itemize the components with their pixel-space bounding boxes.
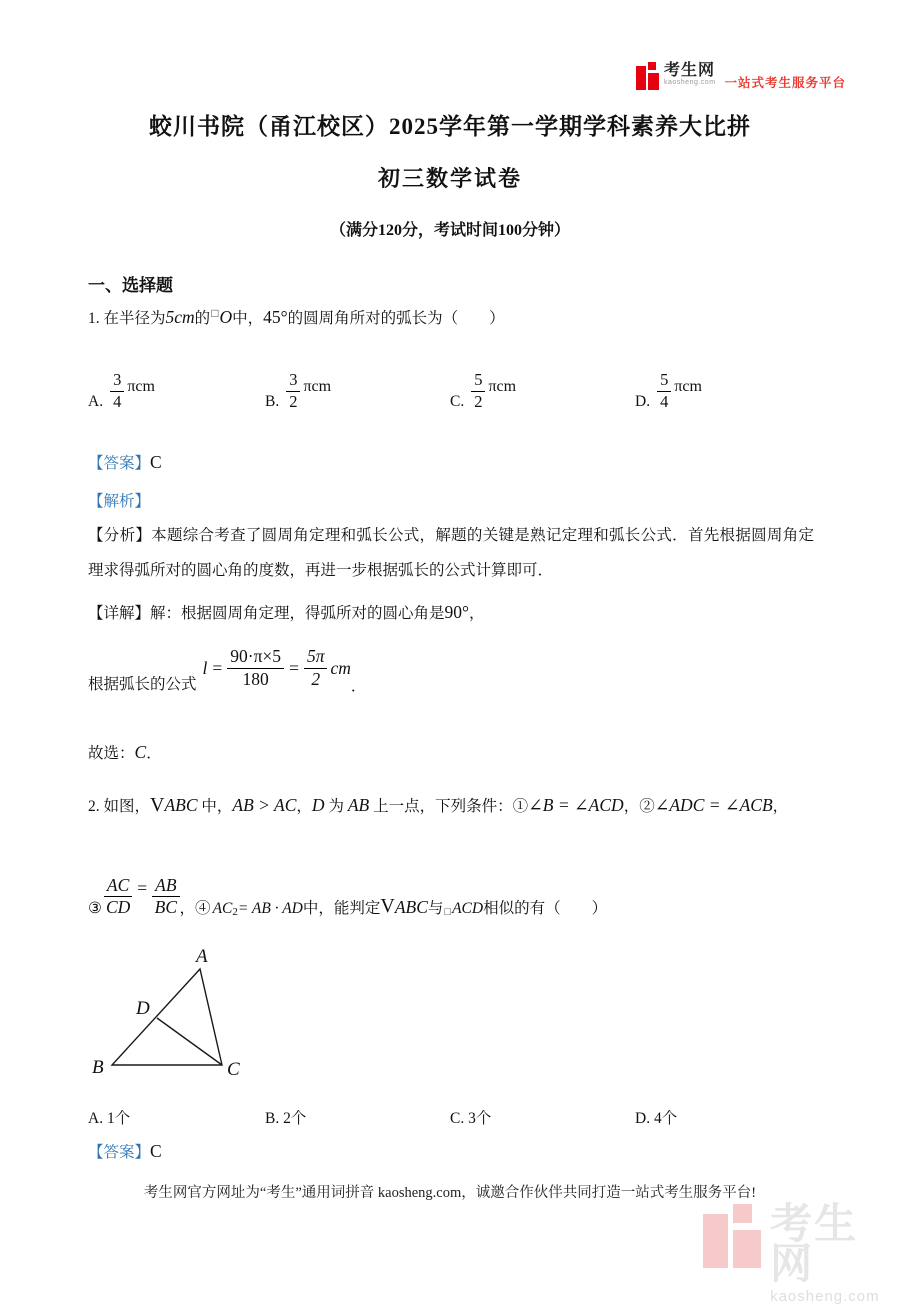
fraction-denominator: 4: [113, 391, 122, 411]
fraction-numerator: 90·π×5: [227, 647, 284, 669]
fraction-numerator: 3: [286, 371, 300, 391]
circle-symbol-box: □: [211, 306, 219, 320]
q1-circle-o: O: [219, 307, 233, 327]
formula-unit: cm: [330, 657, 351, 678]
question-2-stem: [88, 794, 788, 817]
analysis-tag: 【分析】: [88, 527, 152, 544]
formula-prefix: 根据弧长的公式: [88, 676, 197, 693]
q2-answer-line: [88, 1140, 162, 1162]
option-unit: πcm: [127, 378, 155, 395]
option-label: A.: [88, 393, 104, 410]
fraction-denominator: 4: [660, 391, 669, 411]
watermark-brand-domain: kaosheng.com: [770, 1288, 880, 1305]
footer-note: 考生网官方网址为“考生”通用词拼音 kaosheng.com，诚邀合作伙伴共同打造一站式考生服务平台!: [143, 1185, 757, 1201]
kaosheng-logo-icon: [636, 62, 659, 90]
q1-text: 的: [194, 310, 211, 327]
fraction-denominator: 2: [311, 668, 321, 689]
option-unit: πcm: [674, 378, 702, 395]
section-heading: 一、选择题: [88, 276, 173, 295]
q2-segment-ab: AB: [347, 795, 370, 815]
q1-text: 的圆周角所对的弧长为（ ）: [287, 310, 505, 327]
exam-title-line1: 蛟川书院（甬江校区）2025学年第一学期学科素养大比拼: [149, 114, 751, 139]
q2-condition-1: ∠B = ∠ACD: [528, 795, 624, 815]
q2-condition-2: ∠ADC = ∠ACB: [654, 795, 773, 815]
detail-tag: 【详解】: [88, 605, 151, 622]
q1-number: 1.: [88, 310, 100, 327]
option-text: 2个: [283, 1110, 307, 1127]
q2-inequality: AB > AC: [232, 795, 297, 815]
equals-sign: =: [212, 657, 223, 678]
fraction: [286, 371, 300, 411]
option-label: B.: [265, 393, 280, 410]
q1-angle: 45°: [263, 307, 288, 327]
q1-radius: 5cm: [165, 307, 195, 327]
q2-option-d: [635, 1106, 677, 1128]
q1-answer-line: [88, 451, 162, 473]
fraction-denominator: 180: [242, 668, 269, 689]
conclusion-text: 故选：: [88, 745, 135, 762]
q2-triangle-abc: ABC: [164, 795, 198, 815]
q2-answer-value: C: [150, 1141, 162, 1161]
triangle-abc-outline: [112, 969, 222, 1065]
fraction-numerator: AB: [152, 876, 179, 898]
vertex-label-d: D: [136, 998, 150, 1019]
kaosheng-watermark-icon: [703, 1204, 760, 1268]
detail-angle: 90°: [444, 602, 470, 622]
q2-text: 如图，: [99, 798, 151, 815]
q2-ac: AC: [212, 900, 233, 917]
q2-text: ，: [296, 798, 312, 815]
q2-option-a: [88, 1106, 130, 1128]
detail-text: 解：根据圆周角定理，得弧所对的圆心角是: [150, 605, 445, 622]
fraction: [104, 876, 132, 918]
fraction-numerator: 5: [657, 371, 671, 391]
q2-option-c: [450, 1106, 491, 1128]
equals-sign: =: [137, 877, 148, 898]
brand-tagline: 一站式考生服务平台: [724, 76, 847, 90]
exam-info: （满分120分，考试时间100分钟）: [329, 222, 570, 239]
fraction: [110, 371, 124, 411]
q2-text: 为: [324, 798, 348, 815]
triangle-symbol-box: □: [444, 906, 452, 918]
q1-option-d: [635, 363, 702, 411]
option-text: 1个: [106, 1110, 131, 1127]
detail-text: ，: [469, 605, 485, 622]
fraction-numerator: AC: [104, 876, 132, 898]
q2-text: ，④: [179, 900, 211, 917]
option-label: C.: [450, 393, 465, 410]
q2-text: 上一点，下列条件：①: [369, 798, 529, 815]
fraction-denominator: BC: [154, 897, 178, 918]
watermark-brand-name: 考生网: [770, 1200, 859, 1287]
q2-point-d: D: [311, 795, 325, 815]
brand-name: 考生网: [664, 62, 716, 79]
kaosheng-logo: [636, 62, 846, 91]
exam-title-line2: 初三数学试卷: [377, 166, 522, 191]
formula-lhs: l: [202, 657, 208, 678]
q2-condition-4: = AB · AD: [237, 900, 303, 917]
fraction-numerator: 5: [471, 371, 485, 391]
equals-sign: =: [289, 657, 299, 678]
exponent: 2: [232, 906, 238, 918]
question-2-stem-line2: [88, 858, 607, 918]
q1-answer-value: C: [150, 452, 162, 472]
answer-label: 【答案】: [88, 1144, 151, 1161]
q1-option-a: [88, 363, 155, 411]
fraction-denominator: 2: [474, 391, 483, 411]
triangle-symbol: V: [150, 794, 165, 816]
q2-triangle-figure: [90, 942, 260, 1087]
q1-text: 中，: [232, 310, 264, 327]
q1-detail-line: [88, 601, 485, 623]
fraction: [304, 647, 328, 689]
q2-triangle-abc: ABC: [394, 897, 428, 917]
option-label: D.: [635, 393, 651, 410]
q2-number: 2.: [88, 798, 100, 815]
conclusion-answer: C: [134, 742, 147, 762]
option-text: 3个: [468, 1110, 492, 1127]
option-label: A.: [88, 1110, 104, 1127]
option-label: C.: [450, 1110, 465, 1127]
fraction: [657, 371, 671, 411]
brand-domain: kaosheng.com: [664, 79, 716, 86]
q2-text: ，: [772, 798, 789, 815]
option-label: B.: [265, 1110, 280, 1127]
q2-text: 与: [427, 900, 444, 917]
q2-option-b: [265, 1106, 306, 1128]
q1-option-c: [450, 363, 516, 411]
q2-text: ，②: [623, 798, 655, 815]
fraction-denominator: CD: [105, 897, 131, 918]
q2-text: 相似的有（ ）: [483, 900, 608, 917]
watermark-text: [770, 1200, 900, 1305]
fraction-numerator: 3: [110, 371, 124, 391]
fraction-numerator: 5π: [304, 647, 328, 669]
option-unit: πcm: [488, 378, 517, 395]
q1-option-b: [265, 363, 331, 411]
q1-text: 在半径为: [99, 310, 166, 327]
vertex-label-a: A: [196, 946, 208, 967]
q1-analysis-label: 【解析】: [88, 493, 151, 510]
fraction: [227, 647, 284, 689]
period: ．: [350, 678, 367, 695]
fraction-denominator: 2: [289, 391, 298, 411]
question-1-stem: [88, 306, 505, 328]
triangle-symbol: V: [380, 895, 395, 917]
option-label: D.: [635, 1110, 651, 1127]
option-unit: πcm: [303, 378, 332, 395]
q1-analysis-paragraph: [88, 518, 814, 588]
answer-label: 【答案】: [88, 455, 151, 472]
fraction: [471, 371, 485, 411]
vertex-label-b: B: [92, 1057, 104, 1078]
q2-text: 中，: [197, 798, 233, 815]
circled-3: ③: [88, 900, 102, 917]
fraction: [152, 876, 179, 918]
q2-text: 中，能判定: [302, 900, 381, 917]
vertex-label-c: C: [227, 1059, 240, 1080]
period: ．: [146, 745, 162, 762]
analysis-text: 本题综合考查了圆周角定理和弧长公式，解题的关键是熟记定理和弧长公式．首先根据圆周角定理求得弧所对的圆心角的度数，再进一步根据弧长的公式计算即可．: [88, 527, 814, 579]
q2-triangle-acd: ACD: [452, 900, 484, 917]
kaosheng-logo-text: [664, 62, 716, 86]
kaosheng-watermark: [703, 1200, 900, 1305]
q1-conclusion: [88, 741, 162, 763]
option-text: 4个: [653, 1110, 678, 1127]
q1-formula-line: [88, 637, 366, 699]
